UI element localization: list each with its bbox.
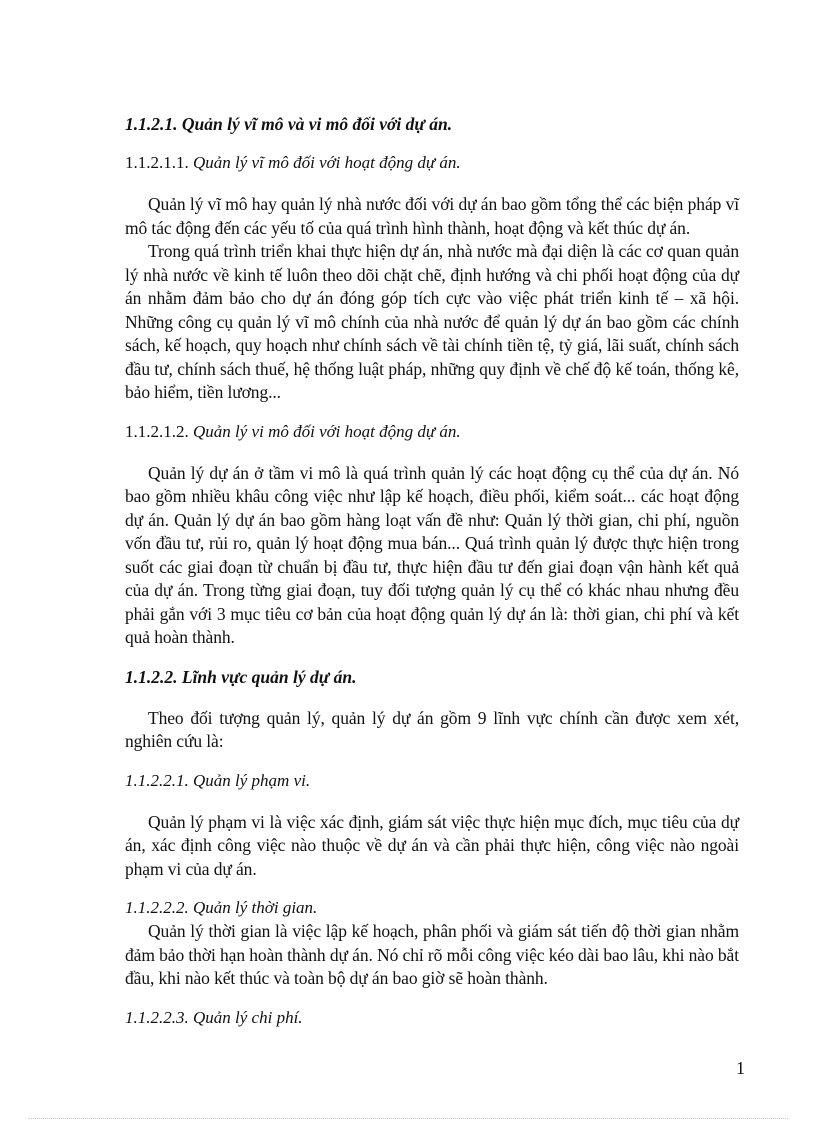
subsection-number: 1.1.2.2.2. bbox=[125, 898, 189, 917]
paragraph: Theo đối tượng quản lý, quản lý dự án gồm 9 lĩnh vực chính cần được xem xét, nghiên cứu là: bbox=[125, 707, 739, 751]
subsection-title: Quản lý thời gian. bbox=[193, 898, 318, 917]
paragraph: Quản lý vĩ mô hay quản lý nhà nước đối với dự án bao gồm tổng thể các biện pháp vĩ mô tác động đến các yếu tố của quá trình hình thành, hoạt động và kết thúc dự án. bbox=[125, 194, 739, 238]
subsection-title: Quản lý chi phí. bbox=[193, 1007, 303, 1027]
subsection-title: Quản lý vĩ mô đối với hoạt động dự án. bbox=[193, 153, 461, 172]
subsection-heading-1-1-2-1-2 bbox=[125, 420, 739, 444]
subsection-title: Quản lý vi mô đối với hoạt động dự án. bbox=[193, 421, 461, 441]
subsection-heading-1-1-2-1-1 bbox=[125, 151, 739, 175]
paragraph: Quản lý thời gian là việc lập kế hoạch, phân phối và giám sát tiến độ thời gian nhằm đảm bảo thời hạn hoàn thành dự án. Nó chỉ rõ mỗi công việc kéo dài bao lâu, khi nào bắt đầu, khi nào kết thúc và toàn bộ dự án bao giờ sẽ hoàn thành. bbox=[125, 921, 739, 988]
subsection-heading-1-1-2-2-2 bbox=[125, 896, 739, 920]
page-content bbox=[125, 112, 739, 1030]
paragraph: Quản lý dự án ở tầm vi mô là quá trình quản lý các hoạt động cụ thể của dự án. Nó bao gồm nhiều khâu công việc như lập kế hoạch, điều phối, kiểm soát... các hoạt động dự án. Quản lý dự án bao gồm hàng loạt vấn đề như: Quản lý thời gian, chi phí, nguồn vốn đầu tư, rủi ro, quản lý hoạt động mua bán... Quá trình quản lý được thực hiện trong suốt các giai đoạn từ chuẩn bị đầu tư, thực hiện đầu tư đến giai đoạn vận hành kết quả của dự án. Trong từng giai đoạn, tuy đối tượng quản lý cụ thể có khác nhau nhưng đều phải gắn với 3 mục tiêu cơ bản của hoạt động quản lý dự án là: thời gian, chi phí và kết quả hoàn thành. bbox=[125, 462, 739, 647]
subsection-number: 1.1.2.1.1. bbox=[125, 153, 189, 172]
paragraph: Trong quá trình triển khai thực hiện dự án, nhà nước mà đại diện là các cơ quan quản lý nhà nước về kinh tế luôn theo dõi chặt chẽ, định hướng và chi phối hoạt động của dự án nhằm đảm bảo cho dự án đóng góp tích cực vào việc phát triển kinh tế – xã hội. Những công cụ quản lý vĩ mô chính của nhà nước để quản lý dự án bao gồm các chính sách, kế hoạch, quy hoạch như chính sách về tài chính tiền tệ, tỷ giá, lãi suất, chính sách đầu tư, chính sách thuế, hệ thống luật pháp, những quy định về chế độ kế toán, thống kê, bảo hiểm, tiền lương... bbox=[125, 241, 739, 402]
section-heading-1-1-2-2: 1.1.2.2. Lĩnh vực quản lý dự án. bbox=[125, 666, 357, 687]
paragraph: Quản lý phạm vi là việc xác định, giám sát việc thực hiện mục đích, mục tiêu của dự án, xác định công việc nào thuộc về dự án và cần phải thực hiện, công việc nào ngoài phạm vi của dự án. bbox=[125, 811, 739, 879]
subsection-heading-1-1-2-2-1 bbox=[125, 769, 739, 793]
page-number: 1 bbox=[736, 1058, 745, 1078]
subsection-number: 1.1.2.1.2. bbox=[125, 421, 189, 441]
subsection-title: Quản lý phạm vi. bbox=[193, 770, 311, 790]
page-bottom-divider bbox=[28, 1118, 788, 1119]
subsection-heading-1-1-2-2-3 bbox=[125, 1006, 739, 1030]
subsection-number: 1.1.2.2.1. bbox=[125, 770, 189, 790]
subsection-number: 1.1.2.2.3. bbox=[125, 1007, 189, 1027]
section-heading-1-1-2-1: 1.1.2.1. Quản lý vĩ mô và vi mô đối với dự án. bbox=[125, 114, 453, 134]
